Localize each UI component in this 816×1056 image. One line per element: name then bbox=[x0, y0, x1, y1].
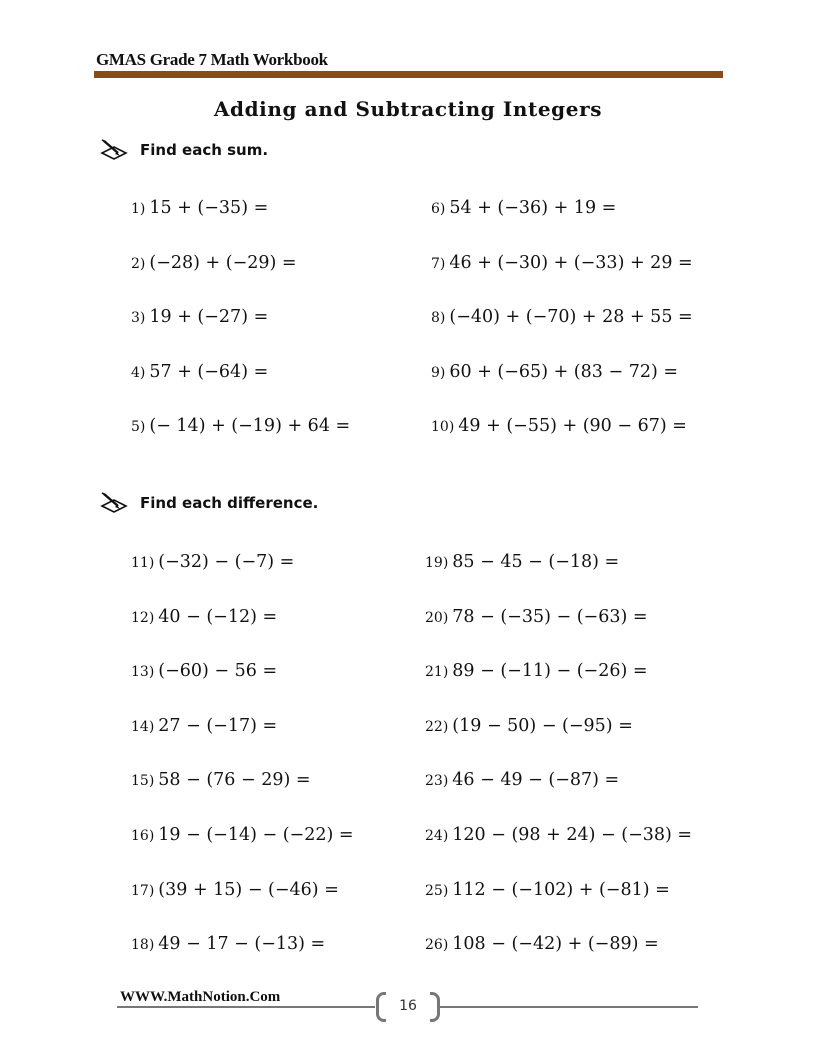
footer-website: WWW.MathNotion.Com bbox=[120, 989, 281, 1005]
problem-number: 10) bbox=[431, 419, 455, 436]
problem-item bbox=[131, 362, 268, 382]
page-number: 16 bbox=[399, 998, 417, 1014]
section-difference-label: Find each difference. bbox=[140, 494, 319, 512]
problem-number: 11) bbox=[131, 555, 155, 571]
problem-item bbox=[131, 880, 339, 900]
problem-item bbox=[425, 934, 659, 954]
problem-item bbox=[131, 552, 294, 572]
footer-divider-right bbox=[440, 1006, 698, 1008]
problem-number: 25) bbox=[425, 882, 449, 899]
problem-expression: 54 + (−36) + 19 = bbox=[449, 198, 617, 218]
problem-expression: 120 − (98 + 24) − (−38) = bbox=[452, 825, 693, 845]
problem-item bbox=[425, 770, 619, 790]
pencil-paper-icon bbox=[100, 139, 128, 161]
problem-item bbox=[425, 880, 670, 900]
problem-expression: 58 − (76 − 29) = bbox=[158, 770, 311, 791]
footer-divider-left bbox=[117, 1006, 375, 1008]
problem-number: 12) bbox=[131, 609, 155, 626]
section-sum-heading bbox=[100, 139, 268, 161]
problem-number: 7) bbox=[431, 255, 446, 272]
problem-expression: 89 − (−11) − (−26) = bbox=[452, 661, 648, 682]
problem-number: 16) bbox=[131, 828, 155, 844]
problem-item bbox=[425, 716, 633, 736]
problem-number: 21) bbox=[425, 664, 449, 681]
problem-number: 4) bbox=[131, 364, 146, 381]
problem-item bbox=[425, 825, 692, 845]
header-divider bbox=[94, 71, 723, 78]
problem-expression: 46 − 49 − (−87) = bbox=[452, 770, 620, 791]
problem-number: 24) bbox=[425, 828, 449, 844]
problem-number: 26) bbox=[425, 937, 449, 954]
problem-number: 17) bbox=[131, 882, 155, 899]
problem-expression: 49 + (−55) + (90 − 67) = bbox=[458, 416, 687, 437]
problem-number: 15) bbox=[131, 773, 155, 790]
problem-item bbox=[431, 253, 693, 273]
problem-number: 1) bbox=[131, 201, 146, 217]
problem-number: 3) bbox=[131, 310, 146, 327]
problem-item bbox=[431, 307, 693, 327]
problem-expression: (19 − 50) − (−95) = bbox=[452, 715, 633, 736]
problem-expression: 112 − (−102) + (−81) = bbox=[452, 879, 670, 900]
problem-item bbox=[131, 198, 268, 218]
problem-expression: 40 − (−12) = bbox=[158, 606, 278, 627]
problem-item bbox=[131, 934, 325, 954]
problem-expression: 60 + (−65) + (83 − 72) = bbox=[449, 361, 679, 382]
problem-item bbox=[431, 416, 687, 436]
problem-expression: 46 + (−30) + (−33) + 29 = bbox=[449, 252, 693, 273]
problem-item bbox=[131, 716, 277, 736]
problem-item bbox=[425, 661, 648, 681]
problem-item bbox=[425, 552, 619, 572]
problem-expression: (−32) − (−7) = bbox=[158, 552, 295, 572]
problem-expression: (− 14) + (−19) + 64 = bbox=[149, 416, 351, 437]
problem-expression: (−40) + (−70) + 28 + 55 = bbox=[449, 307, 693, 328]
problem-item bbox=[131, 307, 268, 327]
problem-number: 6) bbox=[431, 201, 446, 217]
problem-expression: 57 + (−64) = bbox=[149, 361, 269, 382]
problem-expression: 49 − 17 − (−13) = bbox=[158, 934, 326, 955]
problem-expression: 19 + (−27) = bbox=[149, 307, 269, 328]
problem-number: 9) bbox=[431, 364, 446, 381]
problem-number: 19) bbox=[425, 555, 449, 571]
problem-item bbox=[131, 770, 311, 790]
problem-expression: 19 − (−14) − (−22) = bbox=[158, 825, 354, 845]
problem-number: 2) bbox=[131, 255, 146, 272]
workbook-title: GMAS Grade 7 Math Workbook bbox=[96, 50, 328, 69]
problem-expression: 78 − (−35) − (−63) = bbox=[452, 606, 648, 627]
problem-item bbox=[431, 198, 616, 218]
problem-number: 13) bbox=[131, 664, 155, 681]
problem-item bbox=[131, 253, 297, 273]
problem-expression: 108 − (−42) + (−89) = bbox=[452, 934, 659, 955]
problem-number: 8) bbox=[431, 310, 446, 327]
problem-number: 22) bbox=[425, 718, 449, 735]
problem-expression: 85 − 45 − (−18) = bbox=[452, 552, 620, 572]
problem-expression: (39 + 15) − (−46) = bbox=[158, 879, 339, 900]
problem-expression: 15 + (−35) = bbox=[149, 198, 269, 218]
problem-expression: (−28) + (−29) = bbox=[149, 252, 297, 273]
problem-number: 20) bbox=[425, 609, 449, 626]
problem-number: 5) bbox=[131, 419, 146, 436]
problem-number: 23) bbox=[425, 773, 449, 790]
problem-number: 14) bbox=[131, 718, 155, 735]
problem-item bbox=[131, 825, 354, 845]
section-difference-heading bbox=[100, 492, 318, 514]
page-title: Adding and Subtracting Integers bbox=[213, 97, 603, 121]
problem-item bbox=[431, 362, 678, 382]
problem-item bbox=[131, 607, 277, 627]
problem-item bbox=[131, 416, 350, 436]
problem-number: 18) bbox=[131, 937, 155, 954]
section-sum-label: Find each sum. bbox=[140, 141, 269, 159]
problem-expression: 27 − (−17) = bbox=[158, 715, 278, 736]
problem-item bbox=[131, 661, 277, 681]
problem-expression: (−60) − 56 = bbox=[158, 661, 278, 682]
pencil-paper-icon bbox=[100, 492, 128, 514]
problem-item bbox=[425, 607, 648, 627]
page-number-badge bbox=[376, 992, 440, 1022]
